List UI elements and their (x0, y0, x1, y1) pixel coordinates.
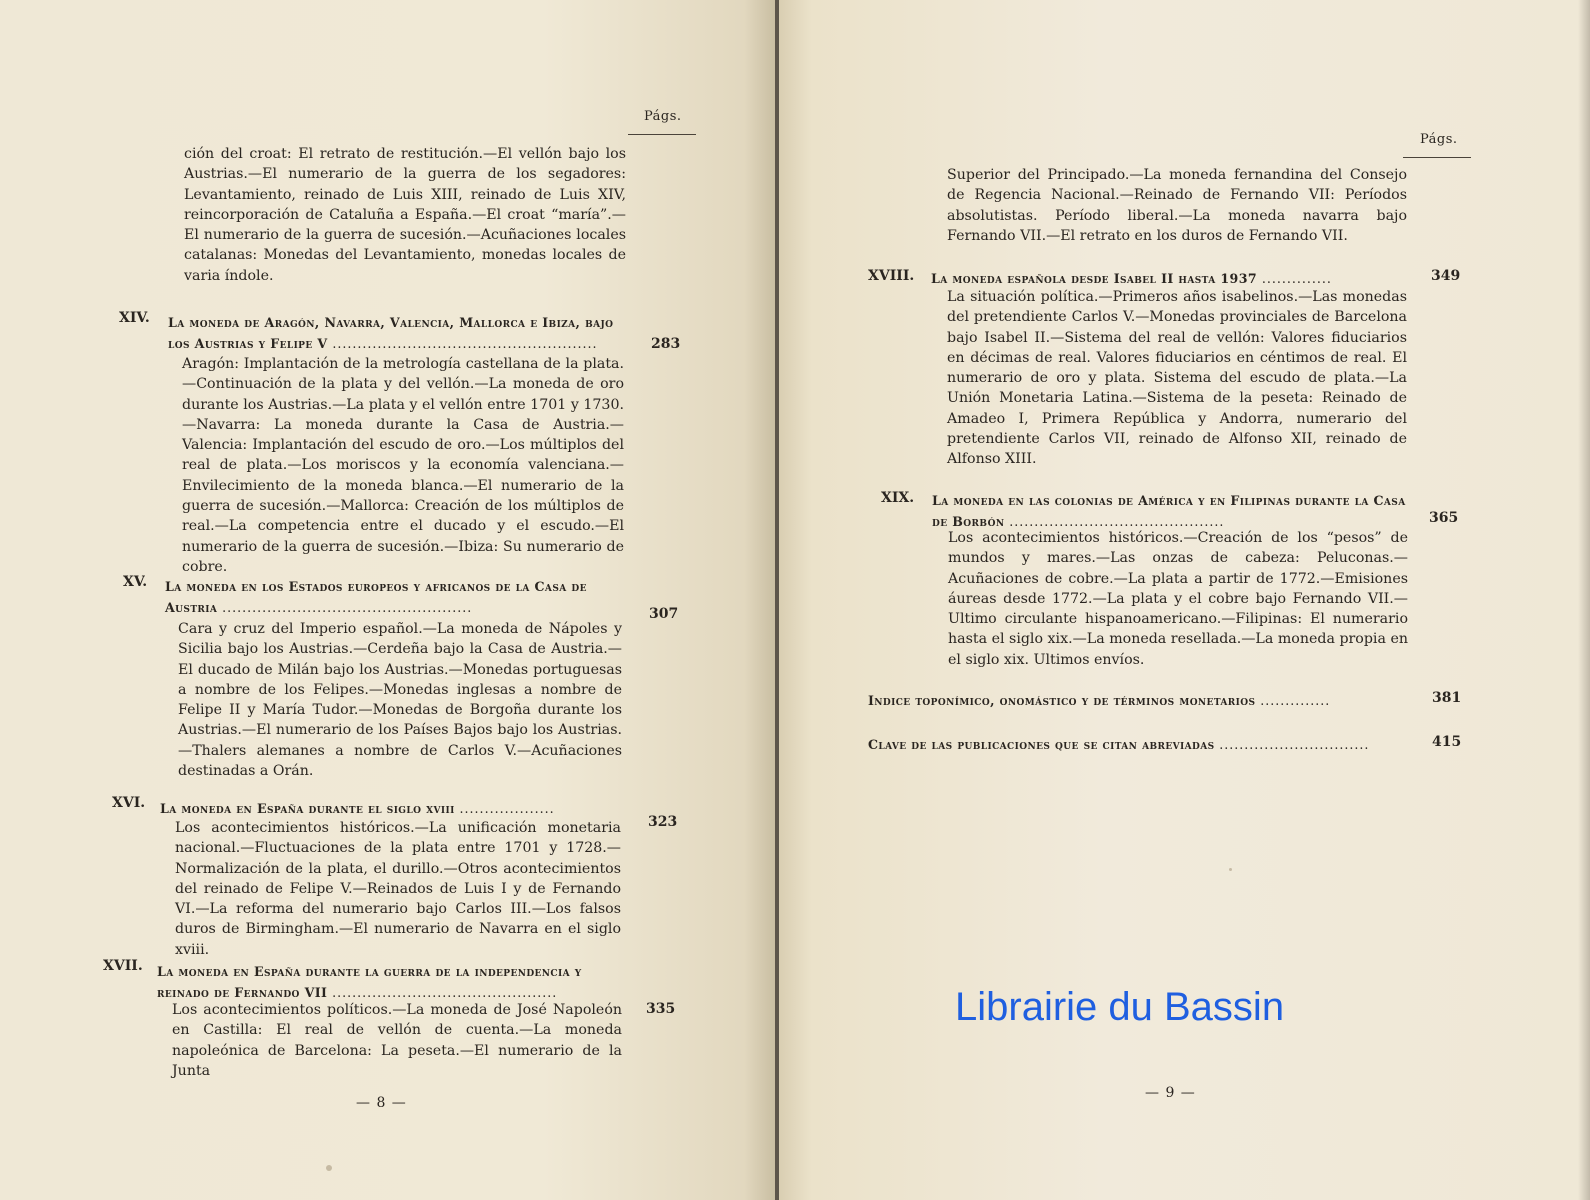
entry-summary: Aragón: Implantación de la metrología castellana de la plata.—Continuación de la plata y del vellón.—La moneda de oro durante los Austrias.—La plata y el vellón entre 1701 y 1730.—Navarra: La moneda durante la Casa de Austria.—Valencia: Implantación del escudo de oro.—Los múltiplos del real de plata.—Los moriscos y la economía valenciana.—Envilecimiento de la moneda blanca.—El numerario de la guerra de sucesión.—Mallorca: Creación de los múltiplos de real.—La competencia entre el ducado y el escudo.—El numerario de la guerra de sucesión.—Ibiza: Su numerario de cobre. (182, 356, 624, 575)
entry-summary: Los acontecimientos históricos.—Creación de los “pesos” de mundos y mares.—Las onzas de cabeza: Peluconas.—Acuñaciones de cobre.—La plata a partir de 1772.—Emisiones áureas desde 1772.—La plata y el cobre bajo Fernando VII.—Ultimo circulante hispanoamericano.—Filipinas: El numerario hasta el siglo xix.—La moneda resellada.—La moneda propia en el siglo xix. Ultimos envíos. (948, 530, 1408, 668)
left-page (0, 0, 775, 1200)
page-folio: — 8 — (356, 1095, 407, 1111)
entry-summary: Cara y cruz del Imperio español.—La moneda de Nápoles y Sicilia bajo los Austrias.—Cerdeña bajo la Casa de Austria.—El ducado de Milán bajo los Austrias.—Monedas portuguesas a nombre de los Felipes.—Monedas inglesas a nombre de Felipe II y María Tudor.—Monedas de Borgoña durante los Austrias.—El numerario de los Países Bajos bajo los Austrias.—Thalers alemanes a nombre de Carlos V.—Acuñaciones destinadas a Orán. (178, 621, 622, 780)
pags-label: Págs. (1420, 132, 1458, 147)
entry-page-number: 323 (648, 814, 678, 830)
entry-page-number: 365 (1429, 510, 1459, 526)
entry-page-number: 307 (649, 606, 679, 622)
entry-summary: Los acontecimientos políticos.—La moneda de José Napoleón en Castilla: El real de vellón de cuenta.—La moneda napoleónica de Barcelona: La peseta.—El numerario de la Junta (172, 1002, 622, 1079)
entry-title: La moneda en España durante el siglo xviii ................... (160, 801, 555, 816)
index-entry-title: Clave de las publicaciones que se citan abreviadas .............................. (868, 737, 1370, 752)
index-entry-page: 415 (1432, 734, 1462, 750)
entry-number: XV. (123, 574, 148, 590)
pags-rule (628, 134, 696, 135)
entry-page-number: 335 (646, 1001, 676, 1017)
pags-label: Págs. (644, 109, 682, 124)
entry-title: La moneda en las colonias de América y en Filipinas durante la Casa de Borbón ........................................... (932, 493, 1406, 529)
entry-page-number: 283 (651, 336, 681, 352)
entry-title: La moneda española desde Isabel II hasta 1937 .............. (931, 271, 1332, 286)
index-entry-page: 381 (1432, 690, 1462, 706)
entry-title: La moneda en España durante la guerra de la independencia y reinado de Fernando VII ............................................. (157, 964, 582, 1000)
page-edge-shadow (1578, 0, 1590, 1200)
paper-speck (326, 1165, 332, 1171)
page-folio: — 9 — (1145, 1085, 1196, 1101)
entry-summary: Los acontecimientos históricos.—La unificación monetaria nacional.—Fluctuaciones de la plata entre 1701 y 1728.—Normalización de la plata, el durillo.—Otros acontecimientos del reinado de Felipe V.—Reinados de Luis I y de Fernando VI.—La reforma del numerario bajo Carlos III.—Los falsos duros de Birmingham.—El numerario de Navarra en el siglo xviii. (175, 820, 621, 958)
entry-number: XIX. (881, 490, 915, 506)
entry-number: XVIII. (868, 268, 915, 284)
entry-number: XVI. (112, 795, 146, 811)
index-entry-title: Indice toponímico, onomástico y de términos monetarios .............. (868, 693, 1331, 708)
entry-number: XIV. (119, 310, 150, 326)
entry-title: La moneda en los Estados europeos y africanos de la Casa de Austria .................................................. (165, 579, 587, 615)
entry-number: XVII. (103, 958, 143, 974)
continued-summary: ción del croat: El retrato de restitución.—El vellón bajo los Austrias.—El numerario de la guerra de los segadores: Levantamiento, reinado de Luis XIII, reinado de Luis XIV, reincorporación de Cataluña a España.—El croat “maría”.—El numerario de la guerra de sucesión.—Acuñaciones locales catalanas: Monedas del Levantamiento, monedas locales de varia índole. (184, 146, 626, 284)
continued-summary: Superior del Principado.—La moneda fernandina del Consejo de Regencia Nacional.—Reinado de Fernando VII: Períodos absolutistas. Período liberal.—La moneda navarra bajo Fernando VII.—El retrato en los duros de Fernando VII. (947, 167, 1407, 244)
entry-summary: La situación política.—Primeros años isabelinos.—Las monedas del pretendiente Carlos V.—Monedas provinciales de Barcelona bajo Isabel II.—Sistema del real de vellón: Valores fiduciarios en décimas de real. Valores fiduciarios en céntimos de real. El numerario de oro y plata. Sistema del escudo de plata.—La Unión Monetaria Latina.—Sistema de la peseta: Reinado de Amadeo I, Primera República y Andorra, numerario del pretendiente Carlos VII, reinado de Alfonso XII, reinado de Alfonso XIII. (947, 289, 1407, 468)
watermark-text: Librairie du Bassin (955, 985, 1285, 1029)
pags-rule (1403, 157, 1471, 158)
entry-page-number: 349 (1431, 268, 1461, 284)
paper-speck (1229, 868, 1232, 871)
entry-title: La moneda de Aragón, Navarra, Valencia, Mallorca e Ibiza, bajo los Austrias y Felipe V ..................................................... (168, 315, 614, 351)
